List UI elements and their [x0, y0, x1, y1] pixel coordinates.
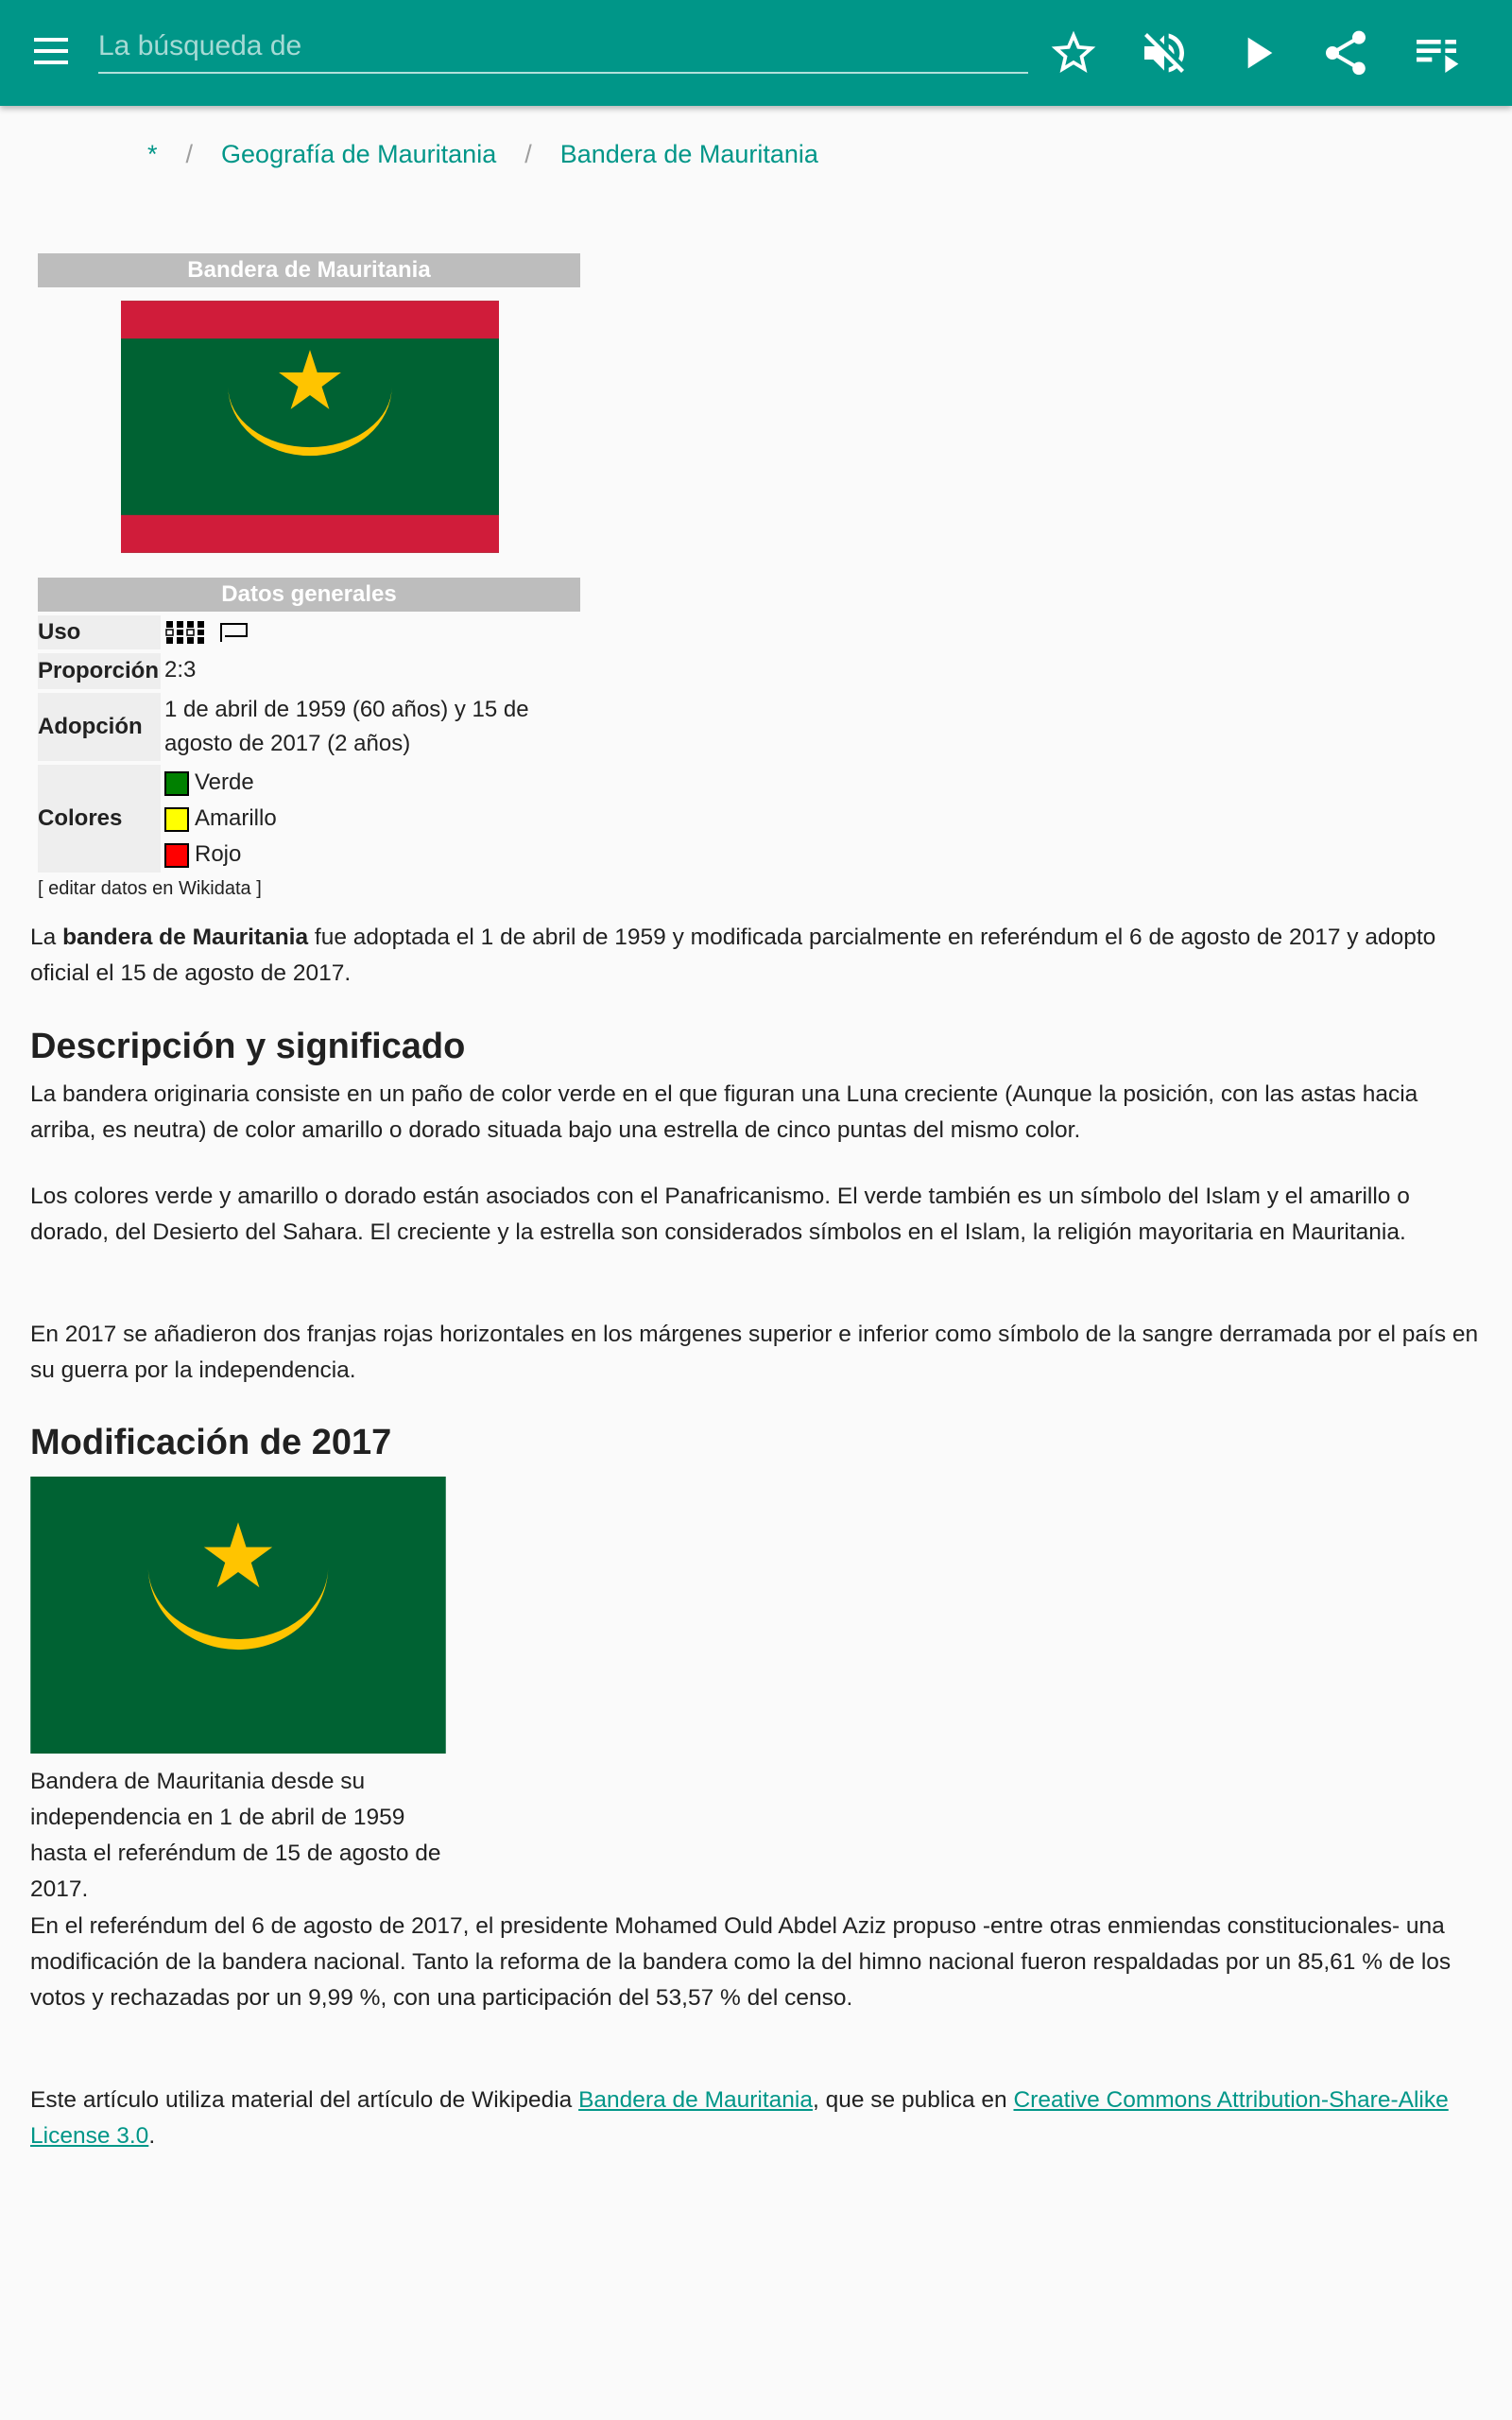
search-input[interactable] — [98, 21, 1028, 74]
footer-text: , que se publica en — [812, 2087, 1014, 2113]
infobox-general-header: Datos generales — [38, 578, 580, 612]
infobox-title: Bandera de Mauritania — [38, 253, 580, 287]
adopcion-value: 1 de abril de 1959 (60 años) y 15 de agosto de 2017 (2 años) — [164, 697, 529, 756]
color-swatch-green — [164, 771, 189, 796]
breadcrumb-home[interactable]: * — [147, 140, 158, 168]
paragraph-desc-2: Los colores verde y amarillo o dorado están asociados con el Panafricanismo. El verde también es un símbolo del Islam y el amarillo o dorado, del Desierto del Sahara. El creciente y la estrella son considerados símbolos en el Islam, la religión mayoritaria en Mauritania. — [30, 1184, 1410, 1245]
breadcrumb — [147, 140, 818, 169]
proporcion-value: 2:3 — [164, 657, 197, 683]
colores-label: Colores — [38, 765, 161, 873]
adopcion-label: Adopción — [38, 693, 161, 761]
intro-text: La — [30, 925, 63, 950]
heading-descripcion: Descripción y significado — [30, 1027, 466, 1066]
color-item-amarillo — [164, 801, 277, 837]
color-swatch-yellow — [164, 807, 189, 832]
uso-label: Uso — [38, 615, 161, 649]
flag-outline-icon — [219, 621, 249, 644]
top-app-bar — [0, 0, 1512, 106]
share-icon[interactable] — [1319, 26, 1372, 79]
footer-text: . — [148, 2123, 156, 2149]
intro-paragraph — [30, 920, 1486, 992]
license-link[interactable]: Creative Commons Attribution-Share-Alike License 3.0 — [30, 2087, 1449, 2149]
search-field[interactable] — [98, 21, 1028, 76]
breadcrumb-separator: / — [185, 140, 194, 168]
color-name: Verde — [195, 769, 254, 795]
heading-modificacion: Modificación de 2017 — [30, 1423, 392, 1462]
footer-text: Este artículo utiliza material del artículo de Wikipedia — [30, 2087, 579, 2113]
flag-image-1959[interactable] — [30, 1477, 446, 1754]
paragraph-desc-3: En 2017 se añadieron dos franjas rojas horizontales en los márgenes superior e inferior como símbolo de la sangre derramada por el país en su guerra por la independencia. — [30, 1322, 1479, 1383]
menu-icon[interactable] — [28, 34, 70, 72]
intro-text: fue adoptada el 1 de abril de 1959 y modificada parcialmente en referéndum el 6 de agosto de 2017 y adopto oficial el 15 de agosto de 2017. — [30, 925, 1436, 986]
color-item-rojo — [164, 837, 277, 873]
color-item-verde — [164, 765, 277, 801]
breadcrumb-item-geografia[interactable]: Geografía de Mauritania — [221, 140, 497, 168]
flag-caption: Bandera de Mauritania desde su independencia en 1 de abril de 1959 hasta el referéndum de 15 de agosto de 2017. — [30, 1769, 441, 1902]
color-name: Amarillo — [195, 805, 277, 831]
paragraph-modificacion: En el referéndum del 6 de agosto de 2017, el presidente Mohamed Ould Abdel Aziz propuso -entre otras enmiendas constitucionales- una modificación de la bandera nacional. Tanto la reforma de la bandera como la del himno nacional fueron respaldadas por un 85,61 % de los votos y rechazadas por un 9,99 %, con una participación del 53,57 % del censo. — [30, 1913, 1452, 2011]
playlist-icon[interactable] — [1410, 26, 1463, 79]
breadcrumb-item-bandera[interactable]: Bandera de Mauritania — [559, 140, 818, 168]
wikipedia-article-link[interactable]: Bandera de Mauritania — [578, 2087, 813, 2113]
play-icon[interactable] — [1230, 26, 1283, 79]
breadcrumb-separator: / — [524, 140, 532, 168]
infobox — [38, 253, 580, 900]
volume-off-icon[interactable] — [1138, 26, 1191, 79]
edit-wikidata-link[interactable]: [ editar datos en Wikidata ] — [38, 878, 262, 899]
flag-image-current[interactable] — [121, 301, 499, 553]
flag-usage-icon — [164, 619, 206, 646]
colores-list — [161, 765, 277, 873]
footer-attribution — [30, 2083, 1486, 2154]
color-swatch-red — [164, 843, 189, 868]
intro-bold-term: bandera de Mauritania — [62, 925, 309, 950]
color-name: Rojo — [195, 841, 242, 867]
paragraph-desc-1: La bandera originaria consiste en un paño de color verde en el que figuran una Luna creciente (Aunque la posición, con las astas hacia arriba, es neutra) de color amarillo o dorado situada bajo una estrella de cinco puntas del mismo color. — [30, 1081, 1418, 1143]
star-icon[interactable] — [1047, 26, 1100, 79]
proporcion-label: Proporción — [38, 653, 161, 689]
